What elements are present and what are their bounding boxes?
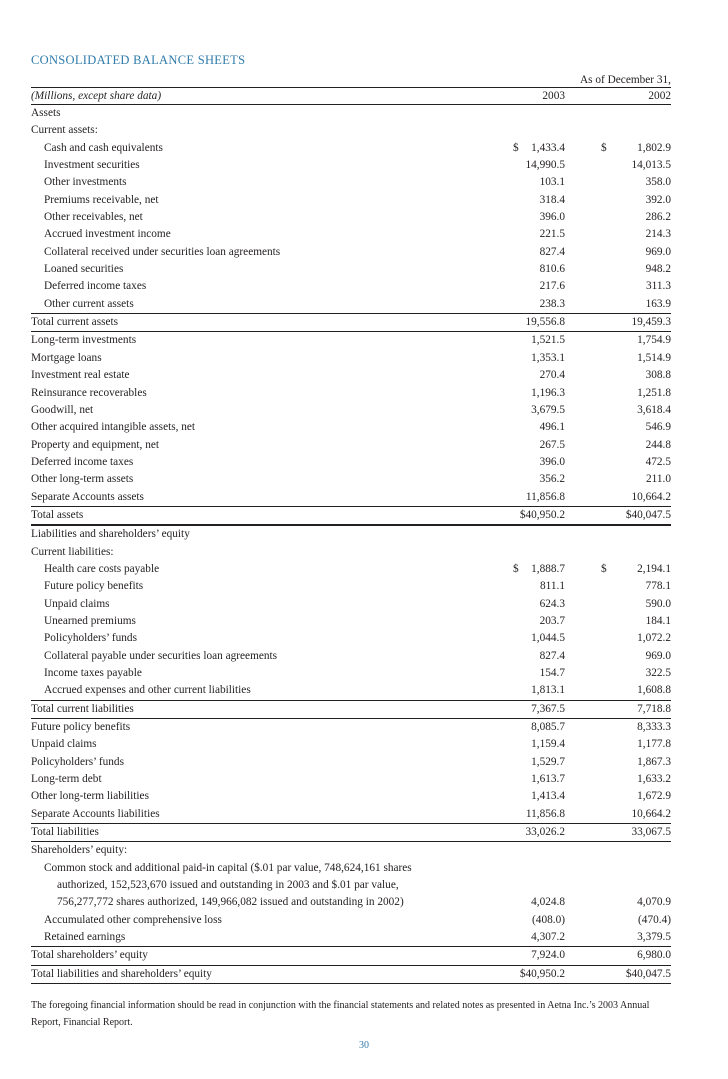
table-row (31, 860, 671, 912)
row-label: Mortgage loans (31, 351, 102, 364)
page-number: 30 (359, 1040, 369, 1051)
value-2002: 19,459.3 (631, 316, 671, 329)
table-row (31, 174, 671, 191)
table-row (31, 718, 671, 736)
value-2002: 969.0 (645, 649, 671, 662)
table-row (31, 561, 671, 578)
row-label: Total liabilities (31, 826, 99, 839)
row-label: Other current assets (44, 297, 134, 310)
value-2002: 7,718.8 (637, 702, 671, 715)
value-2003: 203.7 (539, 614, 565, 627)
value-2002: 969.0 (645, 245, 671, 258)
dollar-sign: $ (513, 141, 519, 154)
table-row (31, 419, 671, 436)
value-2003: 827.4 (539, 245, 565, 258)
value-2002: 244.8 (645, 438, 671, 451)
table-row (31, 823, 671, 841)
table-row (31, 122, 671, 139)
value-2002: 286.2 (645, 211, 671, 224)
value-2003: $40,950.2 (519, 508, 565, 521)
table-row (31, 754, 671, 771)
row-label: Total shareholders’ equity (31, 949, 148, 962)
row-label: Accumulated other comprehensive loss (44, 913, 222, 926)
row-label: Income taxes payable (44, 667, 142, 679)
value-2002: 358.0 (645, 176, 671, 189)
page-heading: CONSOLIDATED BALANCE SHEETS (31, 53, 246, 67)
value-2003: $40,950.2 (519, 967, 565, 980)
value-2003: 1,159.4 (531, 738, 565, 751)
value-2002: 2,194.1 (637, 562, 671, 575)
row-label: Long-term debt (31, 773, 102, 786)
row-label: Future policy benefits (44, 580, 144, 593)
table-row (31, 613, 671, 630)
value-2003: 7,367.5 (531, 702, 565, 715)
balance-sheet-table (31, 70, 671, 984)
table-row (31, 596, 671, 613)
table-row (31, 367, 671, 384)
value-2003: 19,556.8 (525, 316, 565, 329)
value-2003: 1,044.5 (531, 632, 565, 645)
value-2002: 1,754.9 (637, 334, 671, 347)
value-2003: 396.0 (539, 211, 565, 224)
as-of-header (31, 70, 671, 87)
value-2003: 318.4 (539, 193, 565, 206)
value-2003: 624.3 (539, 597, 565, 610)
table-row (31, 313, 671, 331)
column-2003: 2003 (542, 90, 565, 102)
row-label: Reinsurance recoverables (31, 386, 147, 399)
table-row (31, 771, 671, 788)
value-2002: 10,664.2 (631, 490, 671, 503)
row-label: Current assets: (31, 124, 98, 137)
value-2003: 1,529.7 (531, 755, 565, 768)
value-2003: 827.4 (539, 649, 565, 662)
value-2002: $40,047.5 (625, 967, 671, 980)
table-row (31, 105, 671, 122)
value-2002: 163.9 (645, 297, 671, 310)
value-2003: 810.6 (539, 263, 565, 276)
row-label: Collateral received under securities loan agreements (44, 245, 281, 258)
value-2002: 948.2 (645, 263, 671, 276)
row-label: Investment securities (44, 159, 140, 172)
value-2002: 392.0 (645, 193, 671, 206)
value-2002: 10,664.2 (631, 807, 671, 820)
table-row (31, 192, 671, 209)
dollar-sign: $ (601, 562, 607, 575)
value-2003: 396.0 (539, 455, 565, 468)
row-label: Separate Accounts liabilities (31, 807, 160, 820)
table-row (31, 841, 671, 859)
row-label: Liabilities and shareholders’ equity (31, 528, 190, 541)
value-2002: 308.8 (645, 369, 671, 382)
table-body (31, 105, 671, 984)
table-row (31, 525, 671, 543)
row-label-line: Common stock and additional paid-in capital ($.01 par value, 748,624,161 shares (44, 861, 412, 874)
table-row (31, 157, 671, 174)
value-2002: 3,618.4 (637, 403, 671, 416)
value-2002: 1,072.2 (637, 632, 671, 645)
column-header (31, 87, 671, 105)
value-2002: 6,980.0 (637, 949, 671, 962)
value-2003: 221.5 (539, 228, 565, 241)
row-label: Retained earnings (44, 931, 126, 944)
dollar-sign: $ (513, 562, 519, 575)
value-2002: 1,608.8 (637, 684, 671, 697)
value-2002: 1,251.8 (637, 386, 671, 399)
table-row (31, 209, 671, 226)
row-label: Investment real estate (31, 369, 130, 382)
row-label (44, 860, 484, 912)
value-2003: 8,085.7 (531, 721, 565, 734)
value-2002: 590.0 (645, 597, 671, 610)
row-label: Long-term investments (31, 334, 137, 347)
value-2002: 311.3 (646, 280, 671, 293)
value-2002: 546.9 (645, 421, 671, 434)
row-label: Unpaid claims (31, 738, 97, 751)
row-label: Other acquired intangible assets, net (31, 421, 196, 434)
row-label: Property and equipment, net (31, 438, 160, 451)
value-2003: 1,433.4 (531, 141, 565, 154)
value-2003: 1,813.1 (531, 684, 565, 697)
value-2003: 1,196.3 (531, 386, 565, 399)
value-2002: 214.3 (645, 228, 671, 241)
table-row (31, 736, 671, 753)
value-2002: 33,067.5 (631, 826, 671, 839)
table-row (31, 489, 671, 506)
row-label: Other long-term liabilities (31, 790, 149, 803)
value-2003: 33,026.2 (525, 826, 565, 839)
table-row (31, 630, 671, 647)
value-2002: 211.0 (646, 473, 671, 486)
table-row (31, 385, 671, 402)
column-2002: 2002 (648, 90, 671, 102)
value-2003: 14,990.5 (525, 159, 565, 172)
row-label: Deferred income taxes (31, 455, 134, 468)
row-label: Shareholders’ equity: (31, 844, 128, 857)
row-label: Deferred income taxes (44, 280, 147, 293)
as-of-label: As of December 31, (580, 74, 671, 86)
value-2003: 154.7 (539, 667, 565, 679)
value-2003: 7,924.0 (531, 949, 565, 962)
row-label: Other long-term assets (31, 473, 134, 486)
value-2003: 496.1 (539, 421, 565, 434)
value-2003: 217.6 (539, 280, 565, 293)
table-row (31, 806, 671, 823)
table-row (31, 331, 671, 349)
row-label: Future policy benefits (31, 721, 131, 734)
table-row (31, 261, 671, 278)
value-2002: 778.1 (645, 580, 671, 593)
table-row (31, 350, 671, 367)
value-2003: 3,679.5 (531, 403, 565, 416)
table-row (31, 648, 671, 665)
table-row (31, 506, 671, 525)
value-2002: 1,177.8 (637, 738, 671, 751)
row-label: Accrued expenses and other current liabilities (44, 684, 251, 697)
value-2003: 811.1 (540, 580, 565, 593)
dollar-sign: $ (601, 141, 607, 154)
row-label: Loaned securities (44, 263, 124, 276)
row-label: Total assets (31, 508, 84, 521)
row-label: Total current liabilities (31, 702, 134, 715)
value-2003: 11,856.8 (525, 490, 565, 503)
row-label-line: authorized, 152,523,670 issued and outstanding in 2003 and $.01 par value, (57, 879, 399, 892)
row-label: Total liabilities and shareholders’ equity (31, 967, 212, 980)
value-2002: 184.1 (645, 614, 671, 627)
value-2003: 1,521.5 (531, 334, 565, 347)
row-label: Policyholders’ funds (31, 755, 124, 768)
table-row (31, 912, 671, 929)
table-row (31, 946, 671, 964)
row-label: Assets (31, 107, 61, 119)
value-2002: 3,379.5 (637, 931, 671, 944)
value-2002: 4,070.9 (637, 896, 671, 909)
table-row (31, 402, 671, 419)
row-label: Accrued investment income (44, 228, 171, 241)
table-row (31, 578, 671, 595)
row-label: Premiums receivable, net (44, 193, 159, 206)
value-2003: 1,413.4 (531, 790, 565, 803)
row-label: Policyholders’ funds (44, 632, 137, 645)
value-2003: 103.1 (539, 176, 565, 189)
row-label: Other receivables, net (44, 211, 143, 224)
table-row (31, 278, 671, 295)
table-row (31, 682, 671, 699)
table-row (31, 665, 671, 682)
value-2002: 14,013.5 (631, 159, 671, 172)
row-label: Separate Accounts assets (31, 490, 144, 503)
row-label-line: 756,277,772 shares authorized, 149,966,082 issued and outstanding in 2002) (57, 896, 404, 909)
value-2002: 8,333.3 (637, 721, 671, 734)
table-row (31, 296, 671, 313)
value-2003: 270.4 (539, 369, 565, 382)
table-row (31, 226, 671, 243)
row-label: Unearned premiums (44, 614, 136, 627)
row-label: Current liabilities: (31, 545, 114, 558)
value-2002: 1,672.9 (637, 790, 671, 803)
value-2003: 1,353.1 (531, 351, 565, 364)
value-2003: 4,307.2 (531, 931, 565, 944)
value-2002: 1,514.9 (637, 351, 671, 364)
value-2003: 238.3 (539, 297, 565, 310)
row-label: Collateral payable under securities loan agreements (44, 649, 278, 662)
value-2002: 1,802.9 (637, 141, 671, 154)
value-2002: (470.4) (638, 913, 671, 926)
table-row (31, 244, 671, 261)
value-2002: $40,047.5 (625, 508, 671, 521)
row-label: Cash and cash equivalents (44, 141, 163, 154)
value-2003: 4,024.8 (531, 896, 565, 909)
value-2002: 472.5 (645, 455, 671, 468)
row-label: Unpaid claims (44, 597, 110, 610)
value-2003: 1,888.7 (531, 562, 565, 575)
units-label: (Millions, except share data) (31, 90, 162, 102)
table-row (31, 788, 671, 805)
value-2002: 322.5 (645, 667, 671, 679)
row-label: Other investments (44, 176, 127, 189)
row-label: Total current assets (31, 316, 119, 329)
value-2002: 1,633.2 (637, 773, 671, 786)
table-row (31, 454, 671, 471)
row-label: Goodwill, net (31, 403, 94, 416)
value-2003: 267.5 (539, 438, 565, 451)
footnote: The foregoing financial information should be read in conjunction with the financial statements and related notes as presented in Aetna Inc.’s 2003 Annual Report, Financial Report. (31, 1000, 650, 1028)
value-2003: 1,613.7 (531, 773, 565, 786)
table-row (31, 965, 671, 984)
table-row (31, 140, 671, 157)
value-2003: 11,856.8 (525, 807, 565, 820)
table-row (31, 700, 671, 718)
table-row (31, 544, 671, 561)
table-row (31, 437, 671, 454)
table-row (31, 929, 671, 946)
table-row (31, 471, 671, 488)
value-2003: 356.2 (539, 473, 565, 486)
value-2003: (408.0) (532, 913, 565, 926)
value-2002: 1,867.3 (637, 755, 671, 768)
row-label: Health care costs payable (44, 562, 160, 575)
